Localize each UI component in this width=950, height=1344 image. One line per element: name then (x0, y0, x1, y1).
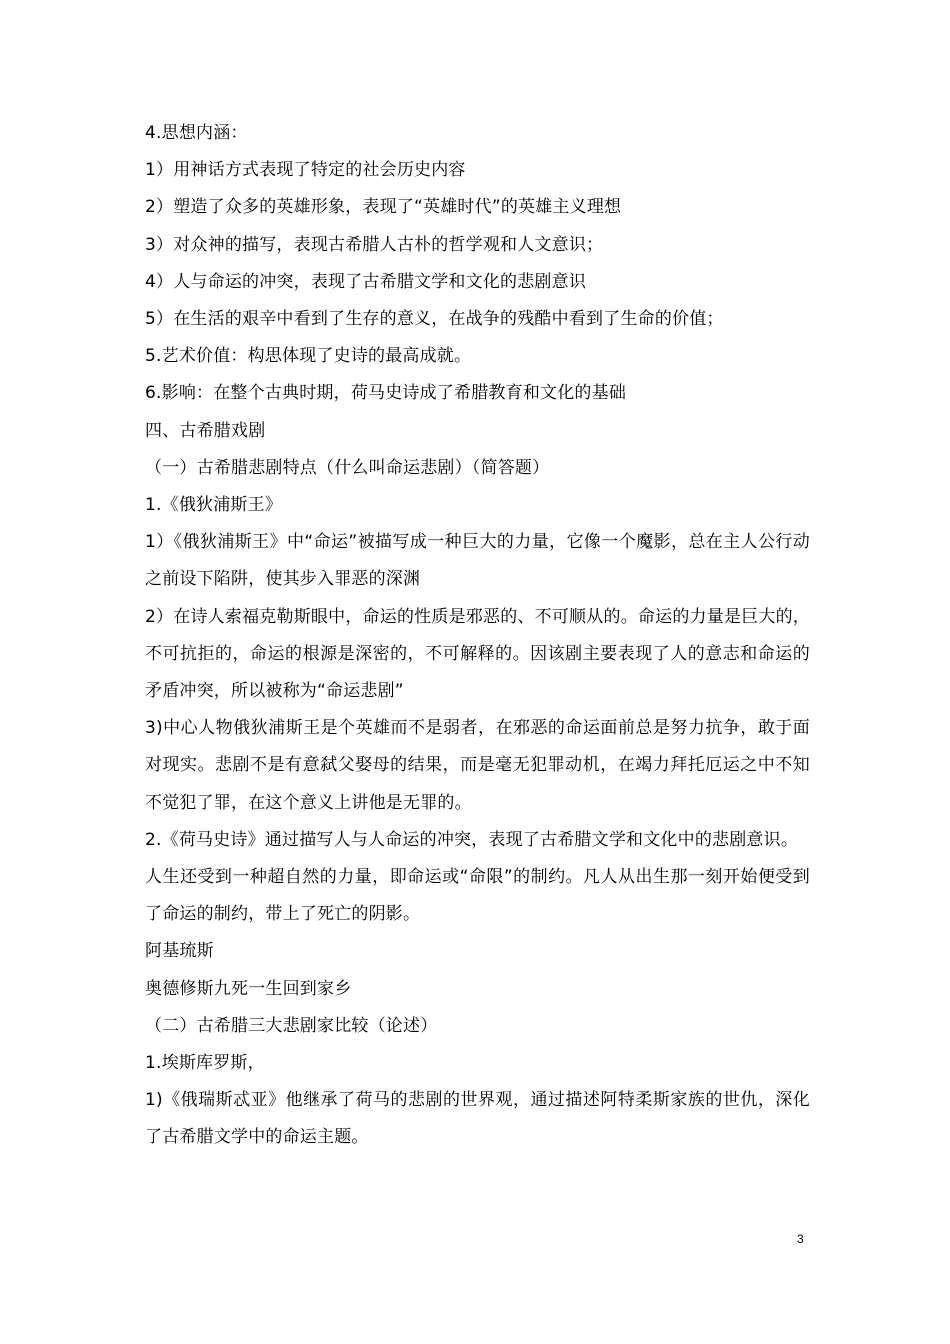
item-heading: 1.《俄狄浦斯王》 (145, 495, 283, 516)
chapter-heading: 四、古希腊戏剧 (145, 420, 266, 441)
paragraph: 2.《荷马史诗》通过描写人与人命运的冲突，表现了古希腊文学和文化中的悲剧意识。 (145, 829, 799, 850)
section-heading-thought: 4.思想内涵： (145, 123, 248, 143)
list-item: 2）塑造了众多的英雄形象，表现了“英雄时代”的英雄主义理想 (145, 197, 622, 218)
subsection-heading: （一）古希腊悲剧特点（什么叫命运悲剧）（简答题） (145, 457, 550, 478)
page-number: 3 (797, 1232, 804, 1246)
paragraph: 3)中心人物俄狄浦斯王是个英雄而不是弱者，在邪恶的命运面前总是努力抗争，敢于面对现实。悲剧不是有意弑父娶母的结果，而是毫无犯罪动机，在竭力拜托厄运之中不知不觉犯了罪，在这个意义上讲他是无罪的。 (145, 718, 810, 813)
subsection-heading: （二）古希腊三大悲剧家比较（论述） (145, 1015, 438, 1036)
list-item: 5）在生活的艰辛中看到了生存的意义，在战争的残酷中看到了生命的价值； (145, 309, 724, 330)
paragraph: 奥德修斯九死一生回到家乡 (145, 978, 352, 999)
paragraph: 1)《俄瑞斯忒亚》他继承了荷马的悲剧的世界观，通过描述阿特柔斯家族的世仇，深化了古希腊文学中的命运主题。 (145, 1090, 810, 1148)
list-item: 1）用神话方式表现了特定的社会历史内容 (145, 160, 466, 181)
list-item: 4）人与命运的冲突，表现了古希腊文学和文化的悲剧意识 (145, 271, 587, 292)
page-body (145, 115, 810, 1157)
item-heading: 1.埃斯库罗斯， (145, 1053, 265, 1074)
paragraph: 人生还受到一种超自然的力量，即命运或“命限”的制约。凡人从出生那一刻开始便受到了命运的制约，带上了死亡的阴影。 (145, 867, 810, 925)
section-heading-influence: 6.影响：在整个古典时期，荷马史诗成了希腊教育和文化的基础 (145, 383, 627, 404)
paragraph: 2）在诗人索福克勒斯眼中，命运的性质是邪恶的、不可顺从的。命运的力量是巨大的，不可抗拒的，命运的根源是深密的，不可解释的。因该剧主要表现了人的意志和命运的矛盾冲突，所以被称为“命运悲剧” (145, 606, 810, 702)
section-heading-art: 5.艺术价值：构思体现了史诗的最高成就。 (145, 346, 472, 367)
list-item: 3）对众神的描写，表现古希腊人古朴的哲学观和人文意识； (145, 234, 604, 255)
paragraph: 1）《俄狄浦斯王》中“命运”被描写成一种巨大的力量，它像一个魔影，总在主人公行动之前设下陷阱，使其步入罪恶的深渊 (145, 532, 810, 590)
paragraph: 阿基琉斯 (145, 941, 214, 962)
